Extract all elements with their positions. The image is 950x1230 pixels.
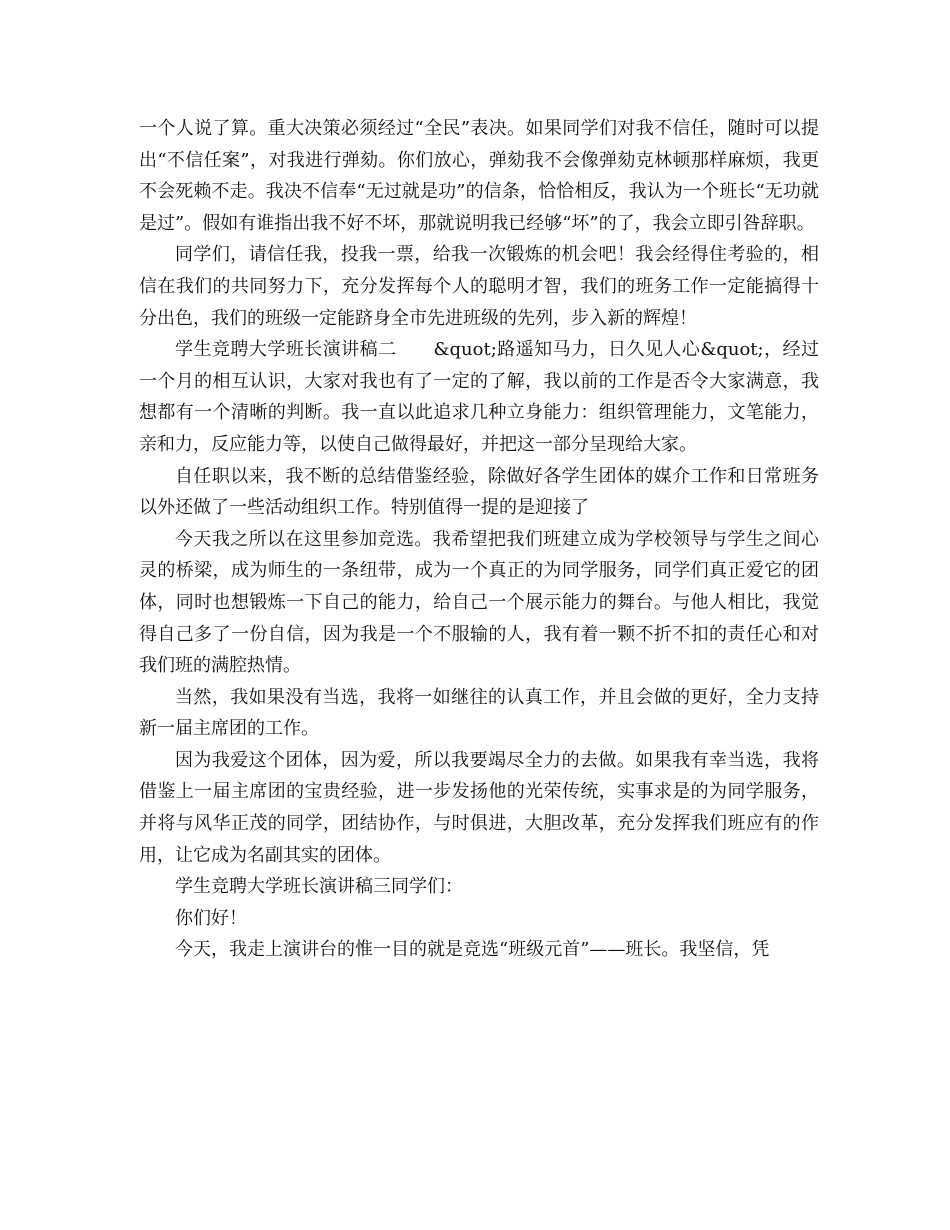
paragraph-5: 今天我之所以在这里参加竞选。我希望把我们班建立成为学校领导与学生之间心灵的桥梁，成为师生的一条纽带，成为一个真正的为同学服务，同学们真正爱它的团体，同时也想锻炼一下自己的能力，给自己一个展示能力的舞台。与他人相比，我觉得自己多了一份自信，因为我是一个不服输的人，我有着一颗不折不扣的责任心和对我们班的满腔热情。 <box>139 528 819 677</box>
paragraph-7: 因为我爱这个团体，因为爱，所以我要竭尽全力的去做。如果我有幸当选，我将借鉴上一届主席团的宝贵经验，进一步发扬他的光荣传统，实事求是的为同学服务，并将与风华正茂的同学，团结协作，与时俱进，大胆改革，充分发挥我们班应有的作用，让它成为名副其实的团体。 <box>139 749 819 866</box>
document-body <box>139 113 819 966</box>
paragraph-4: 自任职以来，我不断的总结借鉴经验，除做好各学生团体的媒介工作和日常班务以外还做了一些活动组织工作。特别值得一提的是迎接了 <box>139 465 819 519</box>
paragraph-6: 当然，我如果没有当选，我将一如继往的认真工作，并且会做的更好，全力支持新一届主席团的工作。 <box>139 686 819 740</box>
paragraph-10: 今天，我走上演讲台的惟一目的就是竞选“班级元首”——班长。我坚信，凭 <box>175 939 770 961</box>
paragraph-8: 学生竞聘大学班长演讲稿三同学们： <box>175 876 463 898</box>
paragraph-1: 一个人说了算。重大决策必须经过“全民”表决。如果同学们对我不信任，随时可以提出“不信任案”，对我进行弹劾。你们放心，弹劾我不会像弹劾克林顿那样麻烦，我更不会死赖不走。我决不信奉“无过就是功”的信条，恰恰相反，我认为一个班长“无功就是过”。假如有谁指出我不好不坏，那就说明我已经够“坏”的了，我会立即引咎辞职。 <box>139 118 819 234</box>
paragraph-2: 同学们，请信任我，投我一票，给我一次锻炼的机会吧！我会经得住考验的，相信在我们的共同努力下，充分发挥每个人的聪明才智，我们的班务工作一定能搞得十分出色，我们的班级一定能跻身全市先进班级的先列，步入新的辉煌！ <box>139 244 819 329</box>
paragraph-9: 你们好！ <box>175 907 247 929</box>
paragraph-3: 学生竞聘大学班长演讲稿二 &quot;路遥知马力，日久见人心&quot;，经过一个月的相互认识，大家对我也有了一定的了解，我以前的工作是否令大家满意，我想都有一个清晰的判断。我一直以此追求几种立身能力：组织管理能力，文笔能力，亲和力，反应能力等，以使自己做得最好，并把这一部分呈现给大家。 <box>139 339 819 455</box>
